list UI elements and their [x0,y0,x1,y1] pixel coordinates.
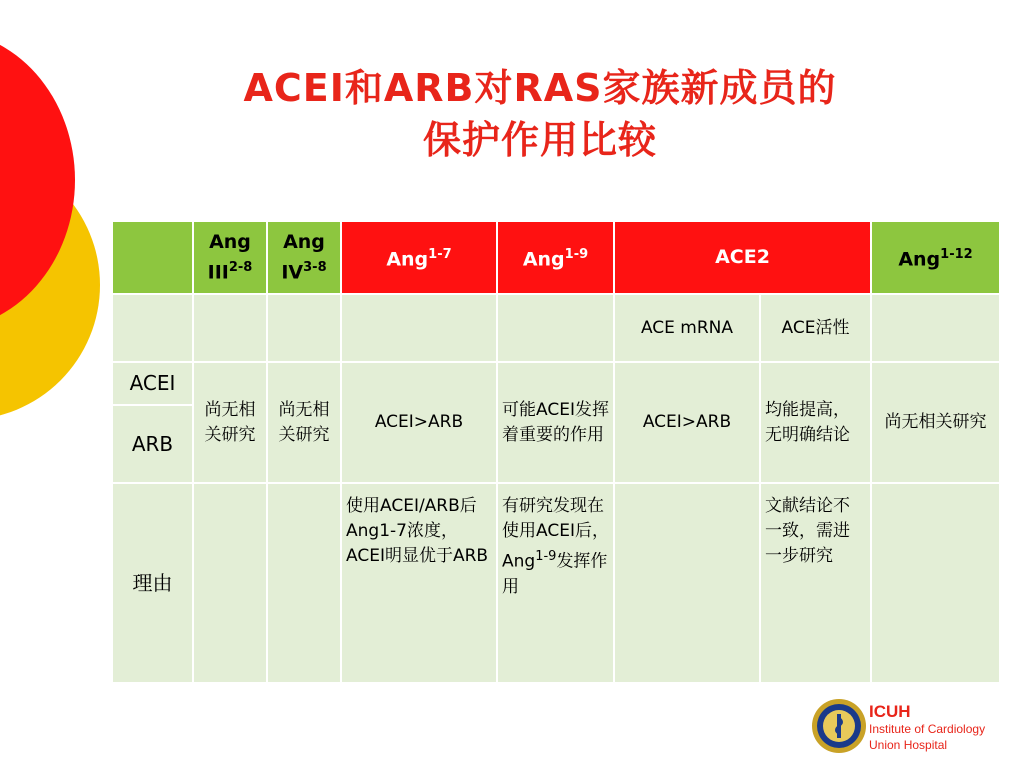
header-ang1-12: Ang$^{1-12}$ [871,221,1000,294]
cell-ace-activity-text: 均能提高，无明确结论 [760,362,871,483]
slide-title [140,62,940,166]
empty-cell [112,294,193,362]
cell-ang3-none: 尚无相关研究 [193,362,267,483]
empty-cell [871,483,1000,683]
row-label-acei: ACEI [112,362,193,405]
header-ang3: Ang III$^{2-8}$ [193,221,267,294]
comparison-table [111,220,1001,684]
cell-ang1-9-text: 可能ACEI发挥着重要的作用 [497,362,614,483]
union-hospital-logo-icon [811,698,867,754]
title-line-1: ACEI和ARB对RAS家族新成员的 [243,66,837,110]
logo-line-1: Institute of Cardiology [869,722,986,736]
reason-ang1-7: 使用ACEI/ARB后Ang1-7浓度，ACEI明显优于ARB [341,483,497,683]
cell-ang1-7-comparison: ACEI>ARB [341,362,497,483]
header-ang1-9: Ang$^{1-9}$ [497,221,614,294]
empty-cell [871,294,1000,362]
cell-ang1-12-none: 尚无相关研究 [871,362,1000,483]
reason-ace-activity: 文献结论不一致，需进一步研究 [760,483,871,683]
empty-cell [614,483,760,683]
header-row [112,221,1000,294]
cell-ang4-none: 尚无相关研究 [267,362,341,483]
cell-ace-mrna-comparison: ACEI>ARB [614,362,760,483]
subheader-ace-activity: ACE活性 [760,294,871,362]
subheader-row [112,294,1000,362]
header-ang4: Ang IV$^{3-8}$ [267,221,341,294]
header-ace2: ACE2 [614,221,871,294]
logo-line-2: Union Hospital [869,738,948,752]
empty-cell [193,294,267,362]
reason-row [112,483,1000,683]
title-line-2: 保护作用比较 [422,118,657,162]
subheader-ace-mrna: ACE mRNA [614,294,760,362]
empty-cell [267,483,341,683]
header-corner-cell [112,221,193,294]
row-label-arb: ARB [112,405,193,483]
logo-name: ICUH [869,702,911,721]
empty-cell [497,294,614,362]
row-label-reason: 理由 [112,483,193,683]
logo-text [869,703,985,753]
header-ang1-7: Ang$^{1-7}$ [341,221,497,294]
empty-cell [341,294,497,362]
acei-row [112,362,1000,405]
reason-ang1-9: 有研究发现在使用ACEI后，Ang$^{1-9}$发挥作用 [497,483,614,683]
empty-cell [193,483,267,683]
empty-cell [267,294,341,362]
